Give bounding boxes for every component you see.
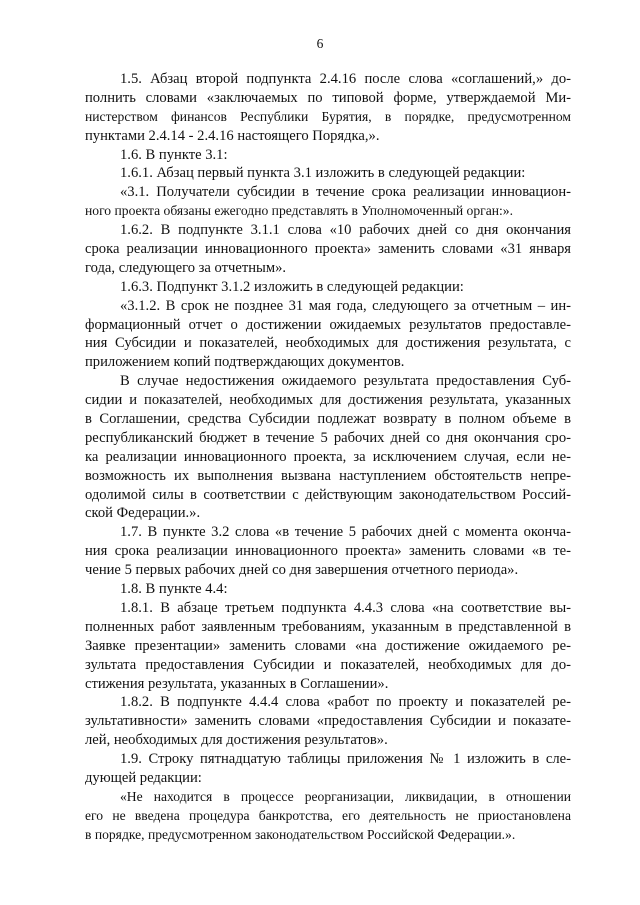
text-line: 1.9. Строку пятнадцатую таблицы приложения № 1 изложить в сле-	[120, 751, 571, 768]
text-line: ния Субсидии и показателей, необходимых для достижения результата, с	[85, 335, 571, 352]
text-line: 1.6.3. Подпункт 3.1.2 изложить в следующей редакции:	[120, 278, 464, 295]
text-line: сидии и показателей, необходимых для достижения результата, указанных	[85, 392, 571, 409]
text-line: «3.1.2. В срок не позднее 31 мая года, следующего за отчетным – ин-	[120, 297, 571, 314]
text-line: одолимой силы в соответствии с действующим законодательством Россий-	[85, 486, 571, 503]
text-line: срока реализации инновационного проекта» заменить словами «31 января	[85, 241, 571, 258]
text-line: года, следующего за отчетным».	[85, 259, 287, 276]
text-line: ка реализации инновационного проекта, за исключением случая, если не-	[85, 448, 571, 465]
text-line: его не введена процедура банкротства, его деятельность не приостановлена	[85, 807, 571, 823]
text-line: 1.5. Абзац второй подпункта 2.4.16 после слова «соглашений,» до-	[120, 71, 571, 87]
text-line: ской Федерации.».	[85, 505, 201, 522]
text-line: 1.6.1. Абзац первый пункта 3.1 изложить в следующей редакции:	[120, 165, 526, 182]
text-line: стижения результата, указанных в Соглашении».	[85, 675, 389, 692]
text-line: лей, необходимых для достижения результатов».	[85, 732, 388, 749]
text-line: возможность их выполнения вызвана наступлением обстоятельств непре-	[85, 467, 571, 484]
text-line: 1.8. В пункте 4.4:	[120, 581, 228, 598]
text-line: республиканский бюджет в течение 5 рабочих дней со дня окончания сро-	[85, 429, 571, 446]
text-line: ного проекта обязаны ежегодно представлять в Уполномоченный орган:».	[85, 203, 513, 219]
text-line: формационный отчет о достижении ожидаемых результатов предоставле-	[85, 316, 571, 333]
text-line: В случае недостижения ожидаемого результата предоставления Суб-	[120, 373, 571, 390]
page-number: 6	[316, 36, 324, 51]
text-line: 1.8.2. В подпункте 4.4.4 слова «работ по проекту и показателей ре-	[120, 694, 571, 711]
text-line: ния срока реализации инновационного проекта» заменить словами «в те-	[85, 543, 571, 560]
text-line: Заявке презентации» заменить словами «на достижение ожидаемого ре-	[85, 637, 571, 654]
text-line: зультативности» заменить словами «предоставления Субсидии и показате-	[85, 713, 571, 730]
text-line: зультата предоставления Субсидии и показателей, необходимых для до-	[85, 656, 571, 673]
text-line: «Не находится в процессе реорганизации, ликвидации, в отношении	[120, 788, 571, 804]
text-line: нистерством финансов Республики Бурятия, в порядке, предусмотренном	[85, 108, 571, 124]
text-line: чение 5 первых рабочих дней со дня завершения отчетного периода».	[85, 562, 519, 579]
text-line: пунктами 2.4.14 - 2.4.16 настоящего Порядка,».	[85, 127, 380, 144]
text-line: в порядке, предусмотренном законодательством Российской Федерации.».	[85, 826, 516, 842]
text-line: дующей редакции:	[85, 769, 202, 786]
text-line: полненных работ заявленным требованиям, указанным в представленной в	[85, 618, 571, 635]
text-line: приложением копий подтверждающих документов.	[85, 354, 405, 371]
text-line: 1.7. В пункте 3.2 слова «в течение 5 рабочих дней с момента оконча-	[120, 524, 571, 541]
text-line: полнить словами «заключаемых по типовой форме, утверждаемой Ми-	[85, 89, 571, 106]
document-body	[85, 70, 571, 845]
text-line: 1.6. В пункте 3.1:	[120, 146, 228, 163]
text-line: 1.8.1. В абзаце третьем подпункта 4.4.3 слова «на соответствие вы-	[120, 599, 571, 616]
text-line: 1.6.2. В подпункте 3.1.1 слова «10 рабочих дней со дня окончания	[120, 222, 571, 239]
text-line: «3.1. Получатели субсидии в течение срока реализации инновацион-	[120, 184, 571, 201]
text-line: в Соглашении, средства Субсидии подлежат возврату в полном объеме в	[85, 411, 571, 428]
